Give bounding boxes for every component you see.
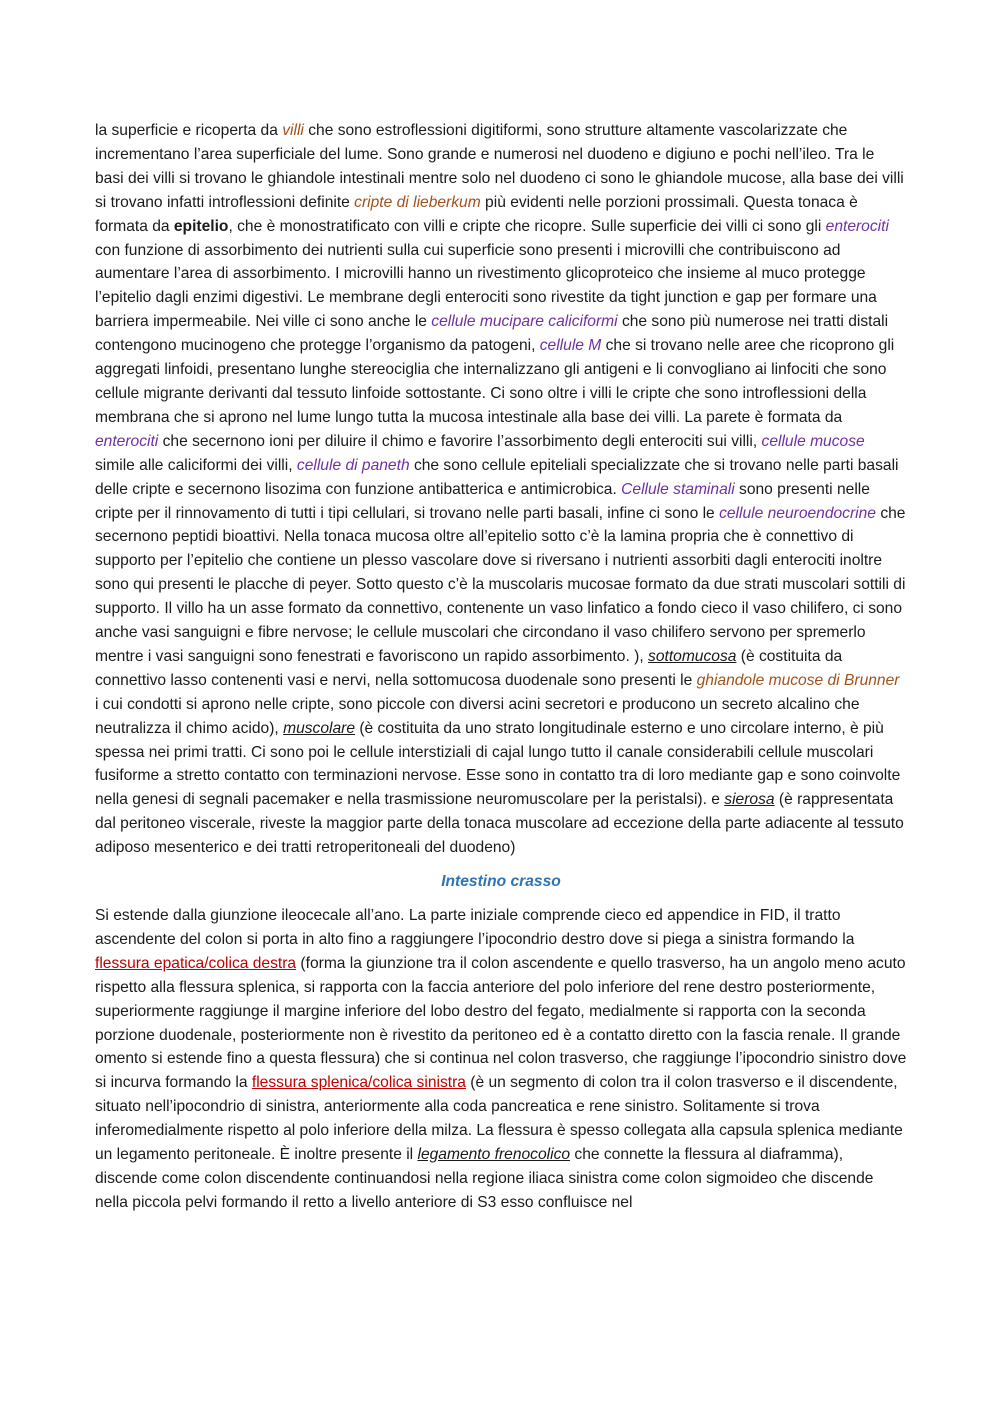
- term-cellule-m: cellule M: [539, 337, 602, 355]
- term-sottomucosa: sottomucosa: [648, 647, 737, 665]
- text-run: che sono più numerose nei tratti distali contengono mucinogeno che protegge l’organismo da patogeni,: [95, 313, 889, 355]
- text-run: più evidenti nelle porzioni prossimali. Questa tonaca è formata da: [95, 193, 858, 235]
- text-run: i cui condotti si aprono nelle cripte, sono piccole con diversi acini secretori e producono un secreto alcalino che neutralizza il chimo acido),: [95, 695, 860, 737]
- text-run: sono presenti nelle cripte per il rinnovamento di tutti i tipi cellulari, si trovano nelle parti basali, infine ci sono le: [95, 480, 870, 522]
- term-epitelio: epitelio: [173, 217, 229, 235]
- term-cripte-lieberkum: cripte di lieberkum: [354, 193, 481, 211]
- term-cellule-neuroendocrine: cellule neuroendocrine: [719, 504, 876, 522]
- text-run: , che è monostratificato con villi e cripte che ricopre. Sulle superficie dei villi ci sono gli: [228, 217, 826, 235]
- text-run: che secernono peptidi bioattivi. Nella tonaca mucosa oltre all’epitelio sotto c’è la lamina propria che è connettivo di supporto per l’epitelio che contiene un plesso vascolare dove si riversano i nutrienti assorbiti dagli enterociti inoltre sono qui presenti le placche di peyer. Sotto questo c’è la muscolaris mucosae formato da due strati muscolari sottili di supporto. Il villo ha un asse formato da connettivo, contenente un vaso linfatico a fondo cieco il vaso chilifero, ci sono anche vasi sanguigni e fibre nervose; le cellule muscolari che circondano il vaso chilifero servono per spremerlo mentre i vasi sanguigni sono fenestrati e favoriscono un rapido assorbimento. ),: [95, 504, 906, 665]
- text-run: che sono estroflessioni digitiformi, sono strutture altamente vascolarizzate che incrementano l’area superficiale del lume. Sono grande e numerosi nel duodeno e digiuno e pochi nell’ileo. Tra le basi dei villi si trovano le ghiandole intestinali mentre solo nel duodeno ci sono le ghiandole mucose, alla base dei villi si trovano infatti introflessioni definite: [95, 122, 904, 211]
- term-cellule-caliciformi: cellule mucipare caliciformi: [431, 313, 618, 331]
- text-run: (è costituita da connettivo lasso contenenti vasi e nervi, nella sottomucosa duodenale sono presenti le: [95, 647, 843, 689]
- text-run: (forma la giunzione tra il colon ascendente e quello trasverso, ha un angolo meno acuto rispetto alla flessura splenica, si rapporta con la faccia anteriore del polo inferiore del rene destro posteriormente, superiormente raggiunge il margine inferiore del lobo destro del fegato, medialmente si rapporta con la seconda porzione duodenale, posteriormente non è rivestito da peritoneo ed è a contatto diretto con la fascia renale. Il grande omento si estende fino a questa flessura) che si continua nel colon trasverso, che raggiunge l’ipocondrio sinistro dove si incurva formando la: [95, 954, 907, 1092]
- term-ghiandole-brunner: ghiandole mucose di Brunner: [696, 671, 900, 689]
- text-run: che si trovano nelle aree che ricoprono gli aggregati linfoidi, presentano lunghe stereociglia che internalizzano gli antigeni e li convogliano ai linfociti che sono cellule migrante derivanti dal tessuto linfoide sottostante. Ci sono oltre i villi le cripte che sono introflessioni della membrana che si aprono nel lume lungo tutta la mucosa intestinale alla base dei villi. La parete è formata da: [95, 337, 895, 426]
- text-run: (è costituita da uno strato longitudinale esterno e uno circolare interno, è più spessa nei primi tratti. Ci sono poi le cellule interstiziali di cajal lungo tutto il canale considerabili cellule muscolari fusiforme a stretto contatto con terminazioni nervose. Esse sono in contatto tra di loro mediante gap e sono coinvolte nella genesi di segnali pacemaker e nella trasmissione neuromuscolare per la peristalsi). e: [95, 719, 901, 809]
- link-flessura-sinistra[interactable]: flessura splenica/colica sinistra: [251, 1074, 466, 1092]
- document-page: [95, 119, 907, 1215]
- term-enterociti: enterociti: [825, 217, 889, 235]
- text-run: che sono cellule epiteliali specializzate che si trovano nelle parti basali delle cripte e secernono lisozima con funzione antibatterica e antimicrobica.: [95, 456, 899, 498]
- term-cellule-staminali: Cellule staminali: [621, 480, 735, 498]
- text-run: simile alle caliciformi dei villi,: [95, 456, 297, 474]
- text-run: la superficie e ricoperta da: [95, 122, 283, 139]
- text-run: che secernono ioni per diluire il chimo e favorire l’assorbimento degli enterociti sui villi,: [158, 432, 762, 450]
- link-flessura-destra[interactable]: flessura epatica/colica destra: [95, 954, 297, 972]
- text-run: Si estende dalla giunzione ileocecale all’ano. La parte iniziale comprende cieco ed appendice in FID, il tratto ascendente del colon si porta in alto fino a raggiungere l’ipocondrio destro dove si piega a sinistra formando la: [95, 907, 855, 948]
- text-run: (è un segmento di colon tra il colon trasverso e il discendente, situato nell’ipocondrio di sinistra, anteriormente alla coda pancreatica e rene sinistro. Solitamente si trova inferomedialmente rispetto al polo inferiore della milza. La flessura è spesso collegata alla capsula splenica mediante un legamento peritoneale. È inoltre presente il: [95, 1074, 903, 1164]
- term-muscolare: muscolare: [283, 719, 356, 737]
- paragraph-intestino-crasso: [95, 904, 907, 1215]
- text-run: che connette la flessura al diaframma), discende come colon discendente continuandosi nella regione iliaca sinistra come colon sigmoideo che discende nella piccola pelvi formando il retto a livello anteriore di S3 esso confluisce nel: [95, 1146, 874, 1211]
- section-heading: Intestino crasso: [441, 873, 561, 891]
- term-enterociti: enterociti: [95, 432, 159, 450]
- text-run: con funzione di assorbimento dei nutrienti sulla cui superficie sono presenti i microvilli che contribuiscono ad aumentare l’area di assorbimento. I microvilli hanno un rivestimento glicoproteico che insieme al muco protegge l’epitelio dagli enzimi digestivi. Le membrane degli enterociti sono rivestite da tight junction e gap per formare una barriera impermeabile. Nei ville ci sono anche le: [95, 241, 877, 331]
- term-sierosa: sierosa: [724, 791, 775, 809]
- text-run: (è rappresentata dal peritoneo viscerale, riveste la maggior parte della tonaca muscolare ad eccezione della parte adiacente al tessuto adiposo mesenterico e dei tratti retroperitoneali del duodeno): [95, 791, 904, 857]
- term-cellule-paneth: cellule di paneth: [296, 456, 410, 474]
- term-cellule-mucose: cellule mucose: [761, 432, 865, 450]
- paragraph-mucosa: [95, 119, 907, 860]
- term-legamento-frenocolico: legamento frenocolico: [417, 1146, 571, 1164]
- term-villi: villi: [282, 122, 304, 139]
